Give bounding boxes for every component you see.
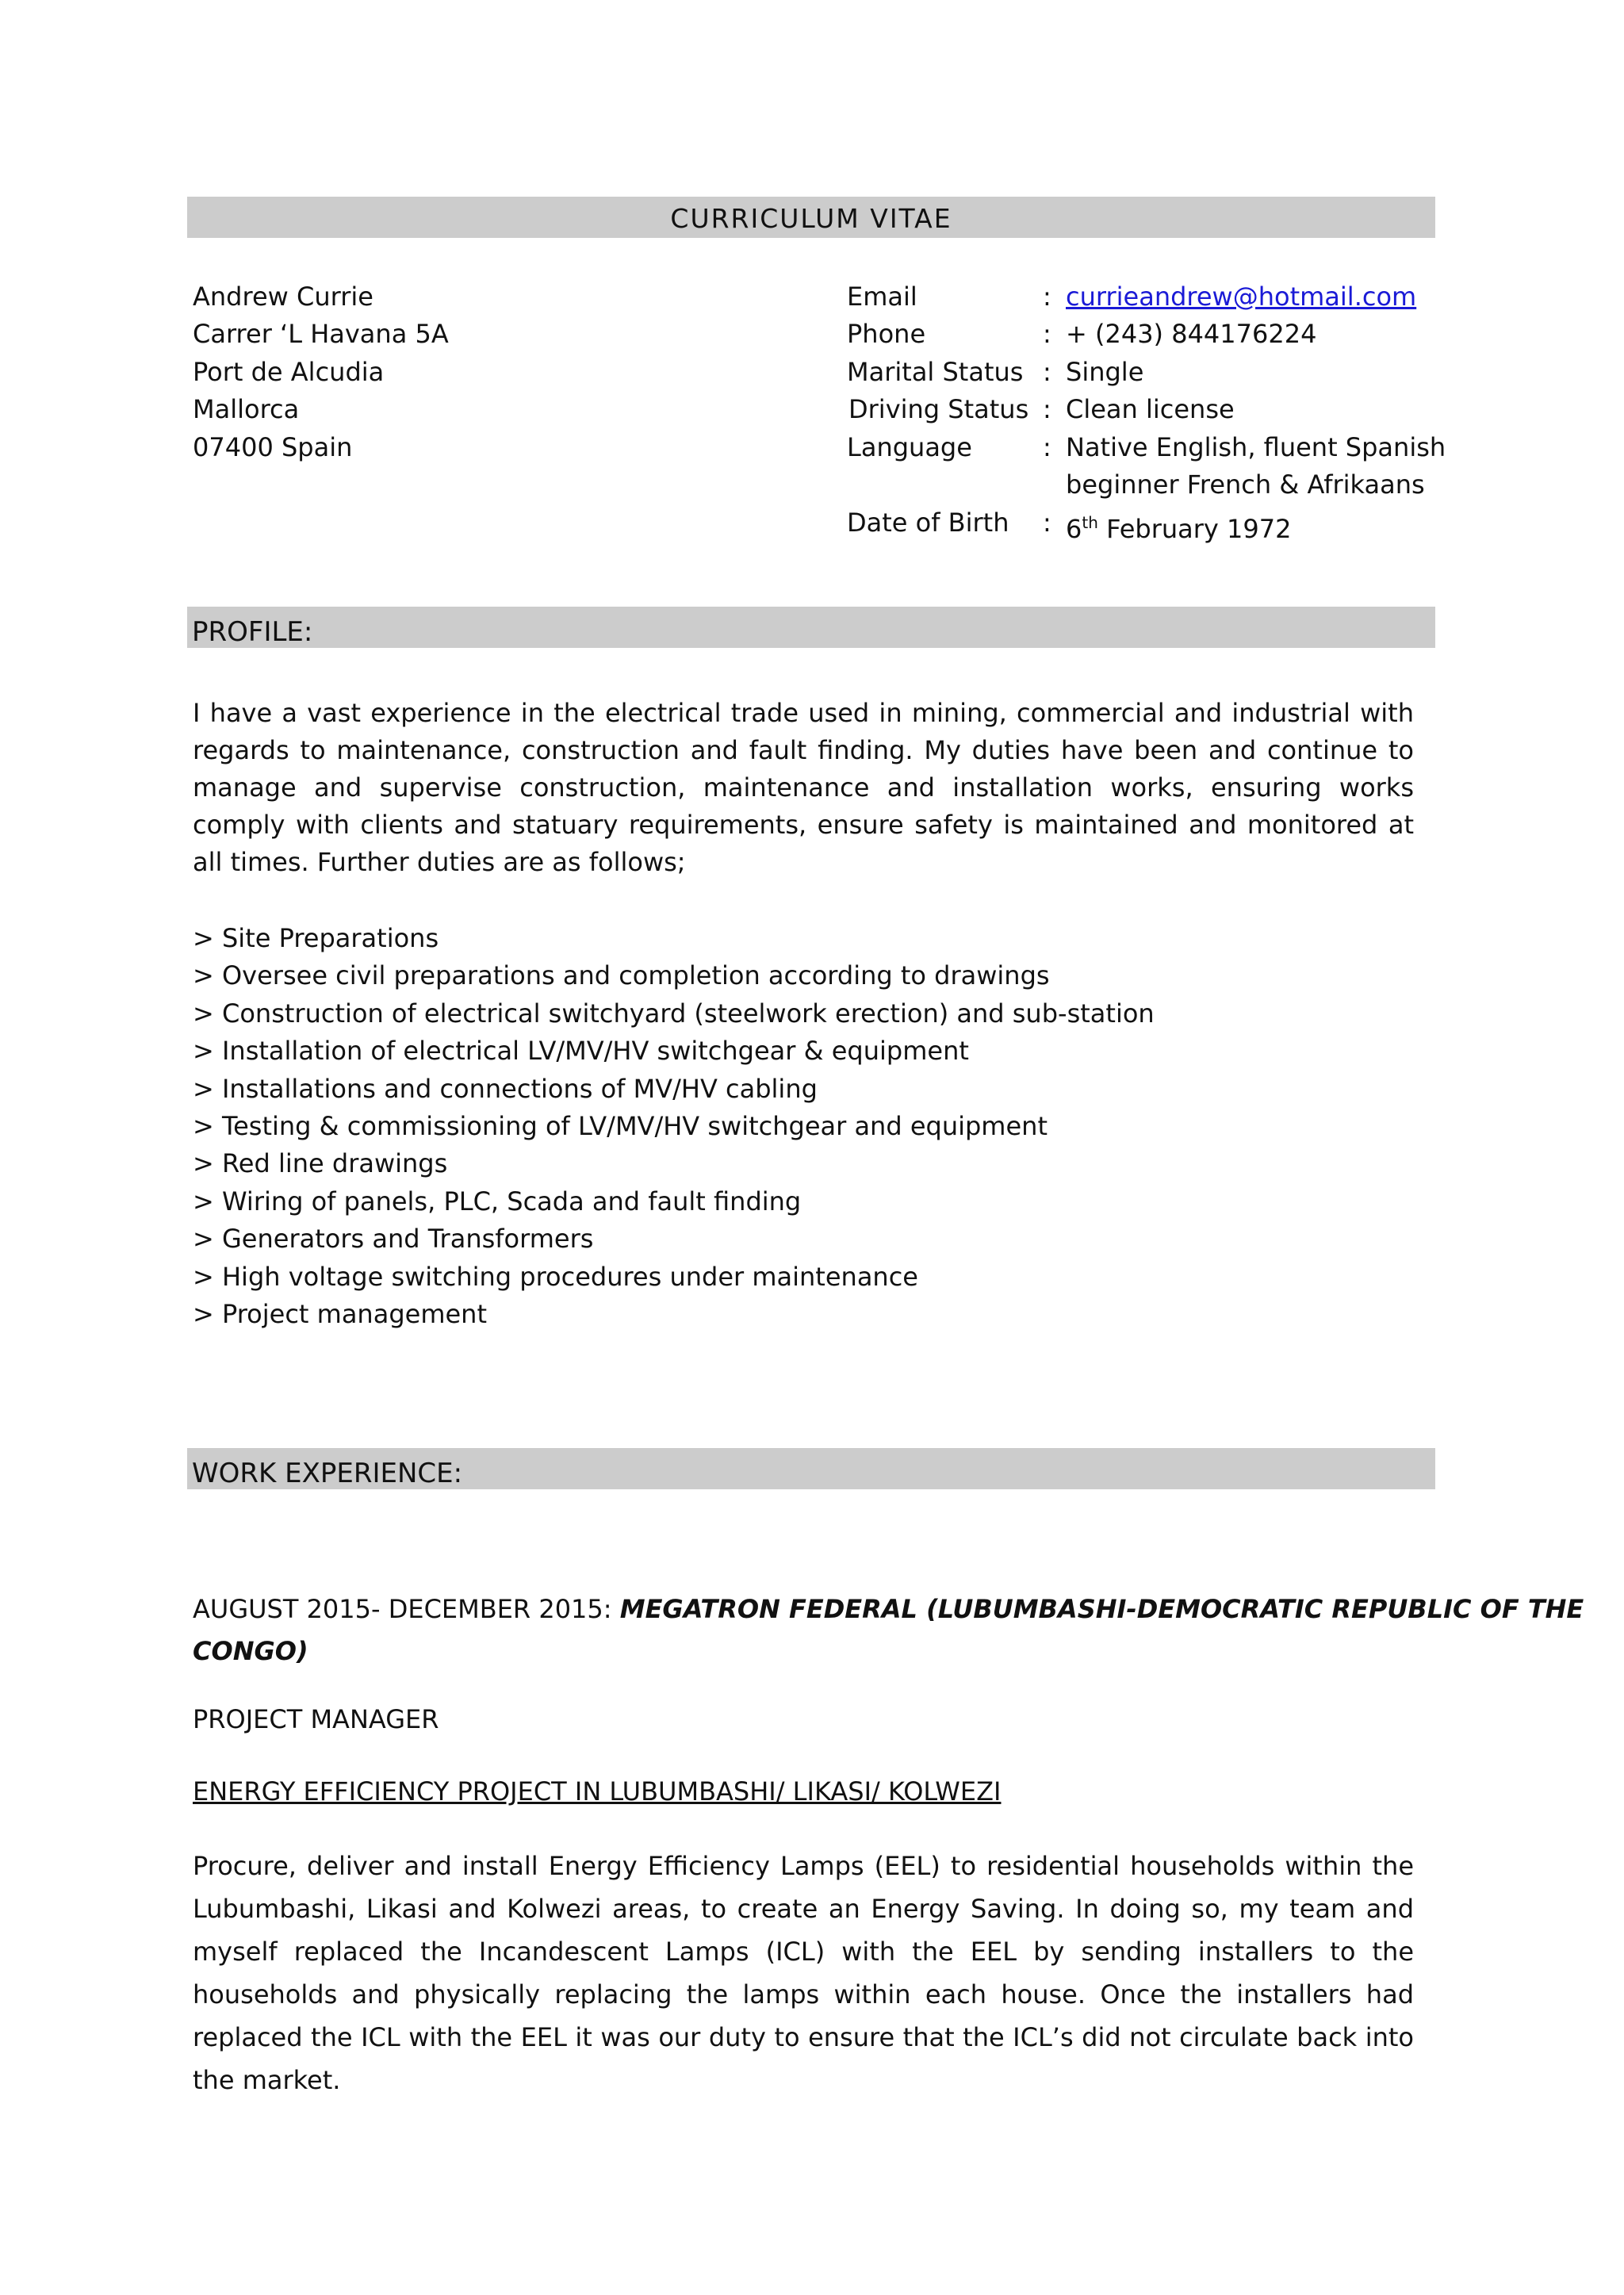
email-label: Email — [847, 282, 917, 312]
list-item: > Construction of electrical switchyard (steelwork erection) and sub-station — [193, 998, 1155, 1029]
language-label: Language — [847, 432, 972, 462]
address-region: Mallorca — [193, 394, 300, 424]
date-of-birth-separator: : — [1043, 508, 1051, 538]
profile-bar — [187, 607, 1435, 648]
phone-label: Phone — [847, 319, 926, 349]
job-company: MEGATRON FEDERAL (LUBUMBASHI-DEMOCRATIC REPUBLIC OF THE — [619, 1594, 1584, 1624]
dob-day: 6 — [1066, 514, 1082, 544]
list-item: > Installation of electrical LV/MV/HV switchgear & equipment — [193, 1036, 969, 1067]
title-bar — [187, 197, 1435, 238]
language-value: Native English, fluent Spanish — [1066, 432, 1446, 462]
job-description: Procure, deliver and install Energy Efficiency Lamps (EEL) to residential households within the Lubumbashi, Likasi and Kolwezi areas, to create an Energy Saving. In doing so, my team and myself replaced the Incandescent Lamps (ICL) with the EEL by sending installers to the households and physically replacing the lamps within each house. Once the installers had replaced the ICL with the EEL it was our duty to ensure that the ICL’s did not circulate back into the market. — [193, 1851, 1414, 2095]
email-link[interactable]: currieandrew@hotmail.com — [1066, 282, 1417, 312]
profile-paragraph: I have a vast experience in the electrical trade used in mining, commercial and industrial with regards to maintenance, construction and fault finding. My duties have been and continue to manage and supervise construction, maintenance and installation works, ensuring works comply with clients and statuary requirements, ensure safety is maintained and monitored at all times. Further duties are as follows; — [193, 698, 1414, 877]
address-street: Carrer ‘L Havana 5A — [193, 319, 449, 349]
work-experience-bar — [187, 1448, 1435, 1489]
driving-status-value: Clean license — [1066, 394, 1235, 424]
list-item: > High voltage switching procedures under maintenance — [193, 1261, 918, 1292]
list-item: > Red line drawings — [193, 1148, 448, 1179]
marital-status-separator: : — [1043, 357, 1051, 387]
job-company-continued: CONGO) — [193, 1636, 308, 1666]
marital-status-value: Single — [1066, 357, 1144, 387]
language-value-continued: beginner French & Afrikaans — [1066, 469, 1425, 500]
address-name: Andrew Currie — [193, 282, 373, 312]
list-item: > Oversee civil preparations and completion according to drawings — [193, 960, 1050, 991]
list-item: > Site Preparations — [193, 923, 439, 953]
page-title: CURRICULUM VITAE — [670, 203, 952, 234]
address-postcode: 07400 Spain — [193, 432, 353, 462]
list-item: > Installations and connections of MV/HV cabling — [193, 1073, 818, 1104]
duties-list — [193, 920, 1155, 1333]
project-title: ENERGY EFFICIENCY PROJECT IN LUBUMBASHI/ LIKASI/ KOLWEZI — [193, 1776, 1002, 1806]
job-header-line1 — [193, 1593, 1584, 1625]
dob-rest: February 1972 — [1097, 514, 1292, 544]
date-of-birth-label: Date of Birth — [847, 508, 1009, 538]
list-item: > Wiring of panels, PLC, Scada and fault finding — [193, 1186, 802, 1216]
job-dates: AUGUST 2015- DECEMBER 2015: — [193, 1594, 620, 1624]
marital-status-label: Marital Status — [847, 357, 1024, 387]
phone-value: + (243) 844176224 — [1066, 319, 1317, 349]
profile-heading: PROFILE: — [192, 616, 313, 648]
driving-status-separator: : — [1043, 394, 1051, 424]
list-item: > Generators and Transformers — [193, 1224, 594, 1255]
date-of-birth-value — [1066, 507, 1291, 545]
phone-separator: : — [1043, 319, 1051, 349]
address-town: Port de Alcudia — [193, 357, 385, 387]
language-separator: : — [1043, 432, 1051, 462]
dob-ordinal: th — [1082, 513, 1098, 532]
list-item: > Testing & commissioning of LV/MV/HV switchgear and equipment — [193, 1111, 1048, 1142]
work-experience-heading: WORK EXPERIENCE: — [192, 1458, 463, 1489]
driving-status-label: Driving Status — [848, 394, 1029, 424]
job-role: PROJECT MANAGER — [193, 1704, 439, 1734]
list-item: > Project management — [193, 1299, 487, 1330]
email-separator: : — [1043, 282, 1051, 312]
